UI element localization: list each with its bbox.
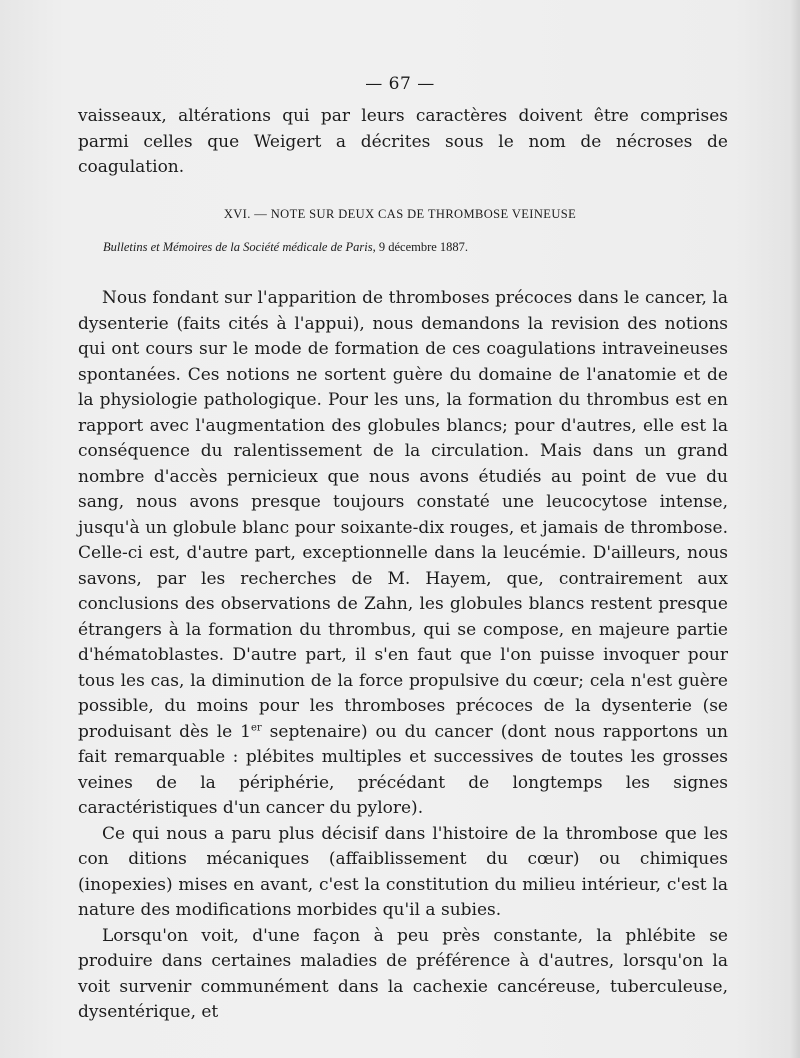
page-edge-shadow bbox=[790, 0, 800, 1058]
paragraph-3: Lorsqu'on voit, d'une façon à peu près constante, la phlébite se produire dans certaines maladies de préférence à d'autres, lorsqu'on la voit survenir communément dans la cachexie cancéreuse, tuberculeuse, dysentérique, et bbox=[78, 925, 728, 1022]
carry-over-paragraph bbox=[78, 104, 728, 181]
citation-date: 9 décembre 1887. bbox=[378, 240, 469, 254]
paragraph-1-part-a: Nous fondant sur l'apparition de thromboses précoces dans le cancer, la dysenterie (faits cités à l'appui), nous demandons la revision des notions qui ont cours sur le mode de formation de ces coagulations intraveineuses spontanées. Ces notions ne sortent guère du domaine de l'anatomie et de la physiologie pathologique. Pour les uns, la formation du thrombus est en rapport avec l'augmentation des globules blancs; pour d'autres, elle est la conséquence du ralentissement de la circulation. Mais dans un grand nombre d'accès pernicieux que nous avons étudiés au point de vue du sang, nous avons presque toujours constaté une leucocytose intense, jusqu'à un globule blanc pour soixante-dix rouges, et jamais de thrombose. Celle-ci est, d'autre part, exceptionnelle dans la leucémie. D'ailleurs, nous savons, par les recherches de M. Hayem, que, contrairement aux conclusions des observations de Zahn, les globules blancs restent presque étrangers à la formation du thrombus, qui se compose, en majeure partie d'hématoblastes. D'autre part, il s'en faut que l'on puisse invoquer pour tous les cas, la diminution de la force propulsive du cœur; cela n'est guère possible, du moins pour les thromboses précoces de la dysenterie (se produisant dès le 1 bbox=[78, 288, 728, 742]
paragraph-2: Ce qui nous a paru plus décisif dans l'histoire de la thrombose que les con ditions mécaniques (affaiblissement du cœur) ou chimiques (inopexies) mises en avant, c'est la constitution du milieu intérieur, c'est la nature des modifications morbides qu'il a subies. bbox=[78, 823, 728, 920]
paragraph-1-part-b: septenaire) ou du cancer (dont nous rapportons un fait remarquable : plébites multiples et successives de toutes les grosses veines de la périphérie, précédant de longtemps les signes caractéristiques d'un cancer du pylore). bbox=[78, 721, 729, 818]
carry-over-text: vaisseaux, altérations qui par leurs caractères doivent être comprises parmi celles que Weigert a décrites sous le nom de nécroses de coagulation. bbox=[78, 106, 728, 177]
citation bbox=[103, 240, 468, 255]
paragraph-1 bbox=[78, 286, 728, 822]
page-number: — 67 — bbox=[365, 74, 435, 94]
ordinal-superscript: er bbox=[251, 721, 262, 733]
citation-source: Bulletins et Mémoires de la Société médicale de Paris, bbox=[103, 240, 376, 254]
section-heading: XVI. — NOTE SUR DEUX CAS DE THROMBOSE VEINEUSE bbox=[223, 207, 577, 221]
body-text bbox=[78, 286, 728, 1026]
